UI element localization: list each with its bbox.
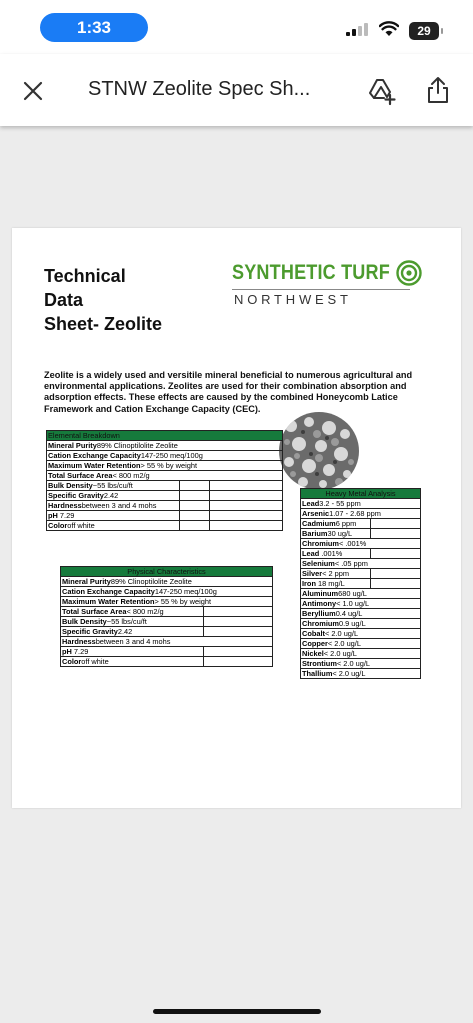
swirl-logo-icon xyxy=(396,260,422,286)
logo-divider xyxy=(232,289,410,290)
cellular-signal-icon xyxy=(346,22,370,36)
table-row: Mineral Purity89% Clinoptilolite Zeolite xyxy=(47,441,283,451)
table-row: Total Surface Area< 800 m2/g xyxy=(47,471,283,481)
table-row: Lead3.2 - 55 ppm xyxy=(301,499,421,509)
table-row: Chromium0.9 ug/L xyxy=(301,619,421,629)
heading-line: Sheet- Zeolite xyxy=(44,314,163,334)
table-row: Silver< 2 ppm xyxy=(301,569,421,579)
table-row: Coloroff white xyxy=(61,657,273,667)
table-row: pH 7.29 xyxy=(47,511,283,521)
table-row: Cation Exchange Capacity147-250 meq/100g xyxy=(47,451,283,461)
company-logo xyxy=(232,260,422,307)
table-row: Hardnessbetween 3 and 4 mohs xyxy=(61,637,273,647)
document-title: STNW Zeolite Spec Sh... xyxy=(88,78,311,100)
table-row: Specific Gravity2.42 xyxy=(47,491,283,501)
table-row: Cobalt< 2.0 ug/L xyxy=(301,629,421,639)
wifi-icon xyxy=(379,20,399,38)
table-row: Copper< 2.0 ug/L xyxy=(301,639,421,649)
intro-paragraph: Zeolite is a widely used and versitile mineral beneficial to numerous agricultural and environmental applications. Zeolites are used for their combination absorption and adsorption effects. These effects are caused by the combined Honeycomb Latice Framework and Cation Exchange Capacity (CEC). xyxy=(44,370,413,414)
table-title: Heavy Metal Analysis xyxy=(301,489,421,499)
table-row: Iron 18 mg/L xyxy=(301,579,421,589)
table-row: Total Surface Area< 800 m2/g xyxy=(61,607,273,617)
viewer-toolbar xyxy=(0,54,473,126)
close-icon[interactable] xyxy=(20,78,46,104)
elemental-breakdown-table xyxy=(46,430,283,531)
table-row: Bulk Density~55 lbs/cu/ft xyxy=(61,617,273,627)
table-row: Cation Exchange Capacity147-250 meq/100g xyxy=(61,587,273,597)
logo-subtitle: NORTHWEST xyxy=(234,292,352,307)
table-header-row xyxy=(47,431,283,441)
table-row: Beryllium0.4 ug/L xyxy=(301,609,421,619)
table-title: Elemental Breakdown xyxy=(47,431,283,441)
table-row: Coloroff white xyxy=(47,521,283,531)
table-header-row xyxy=(301,489,421,499)
table-row: Selenium< .05 ppm xyxy=(301,559,421,569)
heading-line: Technical xyxy=(44,266,126,286)
zeolite-stones-image xyxy=(279,412,359,490)
sheet-heading xyxy=(44,264,162,336)
table-row: Maximum Water Retention> 55 % by weight xyxy=(47,461,283,471)
table-row: Mineral Purity89% Clinoptilolite Zeolite xyxy=(61,577,273,587)
heavy-metal-table xyxy=(300,488,421,679)
home-indicator[interactable] xyxy=(153,1009,321,1014)
logo-name: SYNTHETIC TURF xyxy=(232,261,390,284)
table-header-row xyxy=(61,567,273,577)
table-row: Thallium< 2.0 ug/L xyxy=(301,669,421,679)
table-row: Bulk Density~55 lbs/cu/ft xyxy=(47,481,283,491)
table-row: pH 7.29 xyxy=(61,647,273,657)
table-row: Specific Gravity2.42 xyxy=(61,627,273,637)
table-row: Lead .001% xyxy=(301,549,421,559)
table-row: Antimony< 1.0 ug/L xyxy=(301,599,421,609)
table-row: Aluminum680 ug/L xyxy=(301,589,421,599)
status-bar xyxy=(0,0,473,54)
table-row: Hardnessbetween 3 and 4 mohs xyxy=(47,501,283,511)
share-icon[interactable] xyxy=(424,75,452,105)
table-row: Chromium< .001% xyxy=(301,539,421,549)
physical-characteristics-table xyxy=(60,566,273,667)
battery-icon: 29 xyxy=(409,22,439,40)
table-row: Strontium< 2.0 ug/L xyxy=(301,659,421,669)
status-time[interactable]: 1:33 xyxy=(40,13,148,42)
table-row: Barium30 ug/L xyxy=(301,529,421,539)
document-page[interactable] xyxy=(12,228,461,808)
table-title: Physical Characteristics xyxy=(61,567,273,577)
table-row: Nickel< 2.0 ug/L xyxy=(301,649,421,659)
table-row: Maximum Water Retention> 55 % by weight xyxy=(61,597,273,607)
table-row: Arsenic1.07 - 2.68 ppm xyxy=(301,509,421,519)
heading-line: Data xyxy=(44,290,84,310)
table-row: Cadmium6 ppm xyxy=(301,519,421,529)
add-to-drive-icon[interactable] xyxy=(366,76,396,106)
